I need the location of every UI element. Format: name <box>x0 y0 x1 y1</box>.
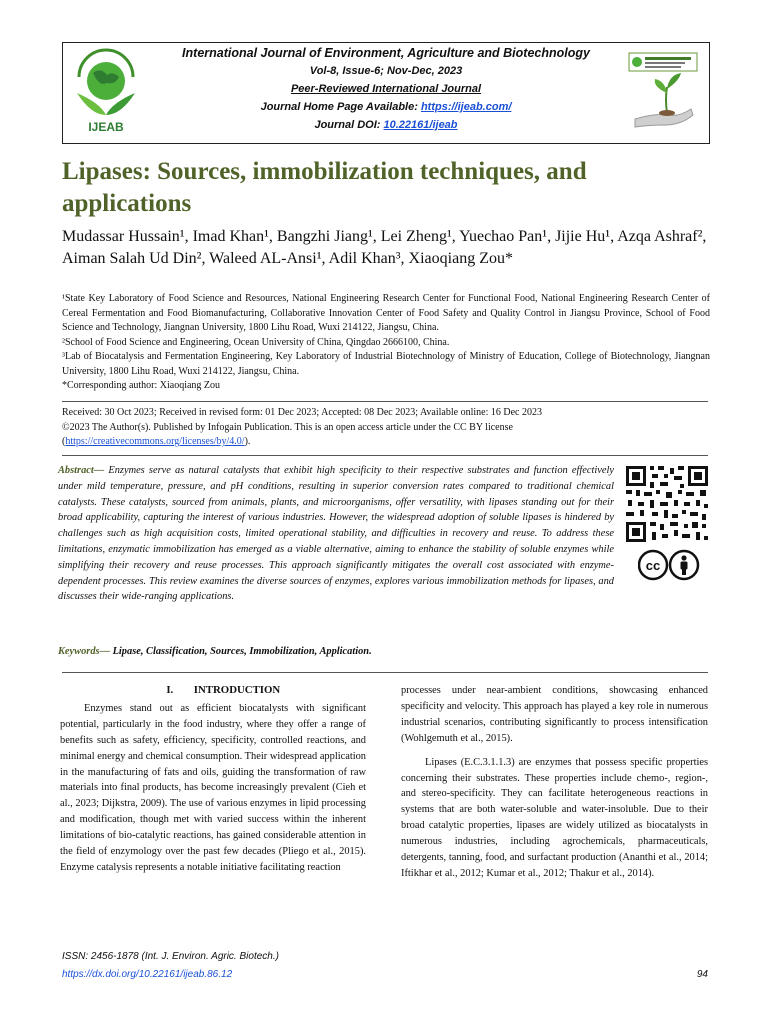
affiliations <box>62 292 710 394</box>
journal-homepage: Journal Home Page Available: https://ijeab.com/ <box>260 101 512 113</box>
corresponding-author: *Corresponding author: Xiaoqiang Zou <box>62 380 221 391</box>
issn: ISSN: 2456-1878 (Int. J. Environ. Agric. Biotech.) <box>62 951 279 962</box>
journal-logo <box>69 47 143 137</box>
svg-text:IJEAB: IJEAB <box>88 120 124 134</box>
abstract <box>58 463 614 605</box>
article-dates <box>62 406 708 450</box>
license-link[interactable]: https://creativecommons.org/licenses/by/4.0/ <box>65 436 245 447</box>
article-title: Lipases: Sources, immobilization techniques, and applications <box>62 158 587 217</box>
abstract-text: Enzymes serve as natural catalysts that exhibit high specificity to their respective substrates and function effectively under mild temperature, pressure, and pH conditions, resulting in superior conversion rates compared to traditional chemical catalysts. These catalysts, sourced from animals, plants, and microorganisms, offer versatility, with lipases standing out for their broad applicability, capturing the interest of various industries. However, the widespread adoption of soluble lipases is hindered by challenges such as high acquisition costs, limited operational stability, and difficulties in recovery and reuse. To address these limitations, enzymatic immobilization has emerged as a viable alternative, aiming to enhance the stability of soluble enzymes while simplifying their recovery and reuse processes. This approach significantly mitigates the overall cost associated with enzyme-dependent processes. This review examines the diverse sources of enzymes, explores various immobilization methods for lipases, and discusses their wide-ranging applications. <box>58 465 614 603</box>
divider <box>62 672 708 673</box>
cover-image-icon <box>627 49 699 137</box>
homepage-link[interactable]: https://ijeab.com/ <box>420 101 512 113</box>
qr-code-icon[interactable] <box>624 464 710 544</box>
divider <box>62 401 708 402</box>
page-number: 94 <box>696 969 708 980</box>
keywords <box>58 646 708 657</box>
body-paragraph: processes under near-ambient conditions, showcasing enhanced specificity and velocity. This approach has played a key role in numerous industrial scenarios, contributing significantly to process intensification (Wohlgemuth et al., 2015). <box>401 685 708 744</box>
section-heading: I. INTRODUCTION <box>166 684 281 696</box>
article-doi-link[interactable]: https://dx.doi.org/10.22161/ijeab.86.12 <box>62 969 233 980</box>
affiliation-3: ³Lab of Biocatalysis and Fermentation Engineering, Key Laboratory of Industrial Biotechnology of Ministry of Education, College of Biotechnology, Jiangnan University, 1800 Lihu Road, Wuxi 214122, Jiangsu, China. <box>62 351 710 377</box>
divider <box>62 455 708 456</box>
journal-volume: Vol-8, Issue-6; Nov-Dec, 2023 <box>309 65 463 77</box>
body-paragraph: Lipases (E.C.3.1.1.3) are enzymes that possess specific properties concerning their substrates. These properties include chemo-, region-, and stereo-specificity. They can facilitate heterogeneous reactions in systems that are both water-soluble and water-insoluble. Due to their broad catalytic properties, lipases are widely utilized as biocatalysts in numerous industries, including agrochemicals, pharmaceuticals, detergents, tanning, food, and surfactant production (Ananthi et al., 2014; Iftikhar et al., 2012; Kumar et al., 2012; Thakur et al., 2014). <box>401 756 708 879</box>
received-dates: Received: 30 Oct 2023; Received in revised form: 01 Dec 2023; Accepted: 08 Dec 2023; Available online: 16 Dec 2023 <box>62 407 542 418</box>
body-paragraph: Enzymes stand out as efficient biocatalysts with significant potential, particularly in the food industry, where they offer a range of benefits such as safety, efficiency, specificity, controlled reactions, and minimal energy and chemical consumption. Their widespread application in the manufacturing of fats and oils, guiding the transformation of raw materials into final products, has become increasingly prevalent (Cieh et al., 2023; Dijkstra, 2009). The use of various enzymes in lipid processing and modification, though met with varied success within the inherent limitations of bio-catalytic reactions, has gained considerable attention in the field of enzymology over the past few decades (Pliego et al., 2015). Enzyme catalysis represents a notable initiative facilitating reaction <box>60 702 366 873</box>
page-footer <box>62 948 708 984</box>
peer-reviewed-label: Peer-Reviewed International Journal <box>290 83 482 95</box>
affiliation-1: ¹State Key Laboratory of Food Science and Resources, National Engineering Research Center for Functional Food, National Engineering Research Center of Cereal Fermentation and Food Biomanufacturing, Collaborative Innovation Center of Food Safety and Quality Control in Jiangsu Province, School of Food Science and Technology, Jiangnan University, 1800 Lihu Road, Wuxi 214122, Jiangsu, China. <box>62 293 710 333</box>
body-column-right <box>401 683 708 882</box>
keywords-label: Keywords— <box>58 646 110 657</box>
journal-doi: Journal DOI: 10.22161/ijeab <box>314 119 458 131</box>
creative-commons-icon[interactable] <box>638 549 700 581</box>
svg-text:cc: cc <box>645 558 661 573</box>
journal-title: International Journal of Environment, Agriculture and Biotechnology <box>182 46 590 60</box>
license-link-line: (https://creativecommons.org/licenses/by/4.0/). <box>62 436 251 447</box>
doi-link[interactable]: 10.22161/ijeab <box>383 119 458 131</box>
keywords-text: Lipase, Classification, Sources, Immobilization, Application. <box>109 646 372 657</box>
abstract-label: Abstract— <box>58 465 105 476</box>
journal-header <box>62 42 710 144</box>
license-statement: ©2023 The Author(s). Published by Infogain Publication. This is an open access article under the CC BY license <box>62 421 513 433</box>
affiliation-2: ²School of Food Science and Engineering, Ocean University of China, Qingdao 2666100, China. <box>62 336 450 348</box>
author-list: Mudassar Hussain¹, Imad Khan¹, Bangzhi Jiang¹, Lei Zheng¹, Yuechao Pan¹, Jijie Hu¹, Azqa Ashraf², Aiman Salah Ud Din², Waleed AL-Ansi¹, Adil Khan³, Xiaoqiang Zou* <box>62 228 707 267</box>
body-column-left <box>60 683 366 876</box>
